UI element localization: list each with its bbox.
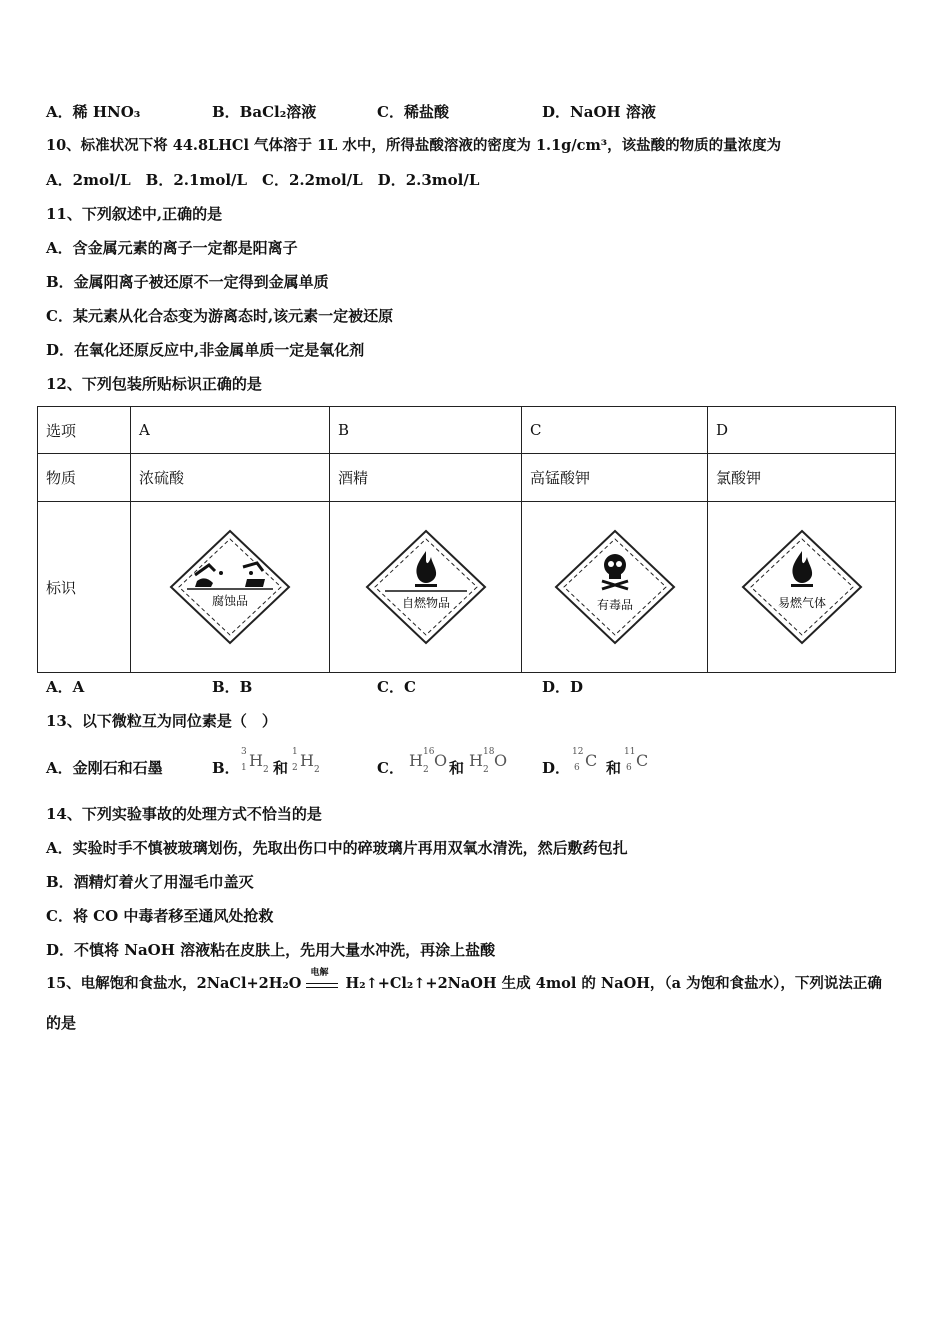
flame-icon	[791, 551, 813, 587]
svg-text:H: H	[469, 751, 483, 770]
q11-option-b: B．金属阳离子被还原不一定得到金属单质	[46, 273, 329, 291]
table-cell: 酒精	[330, 454, 522, 502]
q12-option-c: C．C	[377, 678, 416, 696]
corrosion-icon	[195, 563, 265, 587]
q14-stem: 14、下列实验事故的处理方式不恰当的是	[46, 805, 322, 823]
table-cell	[330, 502, 522, 673]
table-cell: 标识	[38, 502, 131, 673]
q13-option-b-label: B．	[212, 759, 240, 777]
sign-label: 自燃物品	[401, 596, 450, 610]
svg-text:12: 12	[572, 747, 584, 757]
svg-text:O: O	[494, 751, 508, 770]
q13-and-c: 和	[449, 759, 465, 777]
table-cell: 氯酸钾	[708, 454, 896, 502]
q15-stem	[46, 968, 882, 994]
svg-text:H: H	[249, 751, 263, 770]
equals-line	[306, 983, 338, 984]
q15-stem-part1: 15、电解饱和食盐水，2NaCl+2H₂O	[46, 975, 302, 992]
svg-text:11: 11	[624, 747, 636, 757]
toxic-hazard-sign	[550, 527, 680, 647]
skull-icon	[602, 554, 628, 589]
q15-stem-line2: 的是	[46, 1014, 77, 1032]
table-cell	[708, 502, 896, 673]
q12-option-d: D．D	[542, 678, 584, 696]
q13-and-b: 和	[273, 759, 289, 777]
q11-option-d: D．在氧化还原反应中,非金属单质一定是氧化剂	[46, 341, 365, 359]
svg-text:18: 18	[483, 747, 495, 757]
q12-table	[37, 406, 896, 673]
q9-option-a: A．稀 HNO₃	[46, 103, 141, 121]
q13-option-d-label: D．	[542, 759, 571, 777]
svg-text:3: 3	[241, 747, 247, 757]
q12-stem: 12、下列包装所贴标识正确的是	[46, 375, 262, 393]
q11-option-c: C．某元素从化合态变为游离态时,该元素一定被还原	[46, 307, 394, 325]
svg-text:H: H	[300, 751, 314, 770]
svg-text:6: 6	[574, 763, 580, 773]
table-cell: D	[708, 407, 896, 454]
svg-text:1: 1	[292, 747, 298, 757]
svg-text:C: C	[636, 751, 649, 770]
isotope-pair-d	[570, 744, 680, 780]
flammable-gas-sign	[737, 527, 867, 647]
flame-icon	[415, 551, 437, 587]
table-cell: 物质	[38, 454, 131, 502]
q10-options: A．2mol/L B．2.1mol/L C．2.2mol/L D．2.3mol/L	[46, 171, 480, 189]
q11-stem: 11、下列叙述中,正确的是	[46, 205, 223, 223]
table-cell: 高锰酸钾	[522, 454, 708, 502]
q14-option-a: A．实验时手不慎被玻璃划伤，先取出伤口中的碎玻璃片再用双氧水清洗，然后敷药包扎	[46, 839, 628, 857]
reaction-condition-label: 电解	[310, 968, 329, 978]
svg-text:2: 2	[423, 765, 429, 775]
svg-text:O: O	[434, 751, 448, 770]
q14-option-d: D．不慎将 NaOH 溶液粘在皮肤上，先用大量水冲洗，再涂上盐酸	[46, 941, 496, 959]
q10-stem: 10、标准状况下将 44.8LHCl 气体溶于 1L 水中，所得盐酸溶液的密度为 1.1g/cm³，该盐酸的物质的量浓度为	[46, 137, 782, 154]
q9-option-b: B．BaCl₂溶液	[212, 103, 317, 121]
sign-label: 有毒品	[596, 598, 633, 612]
q14-option-b: B．酒精灯着火了用湿毛巾盖灭	[46, 873, 254, 891]
sign-label: 易燃气体	[777, 596, 826, 610]
q14-option-c: C．将 CO 中毒者移至通风处抢救	[46, 907, 274, 925]
svg-text:2: 2	[314, 765, 320, 775]
table-row	[38, 502, 896, 673]
svg-text:H: H	[409, 751, 423, 770]
reaction-condition	[306, 968, 340, 994]
corrosive-hazard-sign	[165, 527, 295, 647]
svg-text:2: 2	[483, 765, 489, 775]
q9-option-c: C．稀盐酸	[377, 103, 449, 121]
q12-option-b: B．B	[212, 678, 253, 696]
q13-option-a: A．金刚石和石墨	[46, 759, 163, 777]
q11-option-a: A．含金属元素的离子一定都是阳离子	[46, 239, 298, 257]
table-header-row	[38, 407, 896, 454]
q15-stem-part2: H₂↑+Cl₂↑+2NaOH 生成 4mol 的 NaOH，（a 为饱和食盐水），下列说法正确	[345, 975, 882, 992]
q12-option-a: A．A	[46, 678, 85, 696]
spontaneous-combustion-sign	[361, 527, 491, 647]
table-cell: B	[330, 407, 522, 454]
svg-text:2: 2	[263, 765, 269, 775]
svg-text:6: 6	[626, 763, 632, 773]
equals-line	[306, 987, 338, 988]
table-cell: A	[131, 407, 330, 454]
q13-and-d: 和	[606, 759, 622, 777]
q13-stem: 13、以下微粒互为同位素是（ ）	[46, 712, 277, 730]
svg-text:2: 2	[292, 763, 298, 773]
table-row	[38, 454, 896, 502]
svg-text:C: C	[585, 751, 598, 770]
table-cell: C	[522, 407, 708, 454]
svg-text:1: 1	[241, 763, 247, 773]
table-cell: 选项	[38, 407, 131, 454]
q9-option-d: D．NaOH 溶液	[542, 103, 656, 121]
table-cell: 浓硫酸	[131, 454, 330, 502]
sign-label: 腐蚀品	[211, 594, 249, 608]
table-cell	[522, 502, 708, 673]
table-cell	[131, 502, 330, 673]
svg-text:16: 16	[423, 747, 435, 757]
q13-option-c-label: C．	[377, 759, 404, 777]
